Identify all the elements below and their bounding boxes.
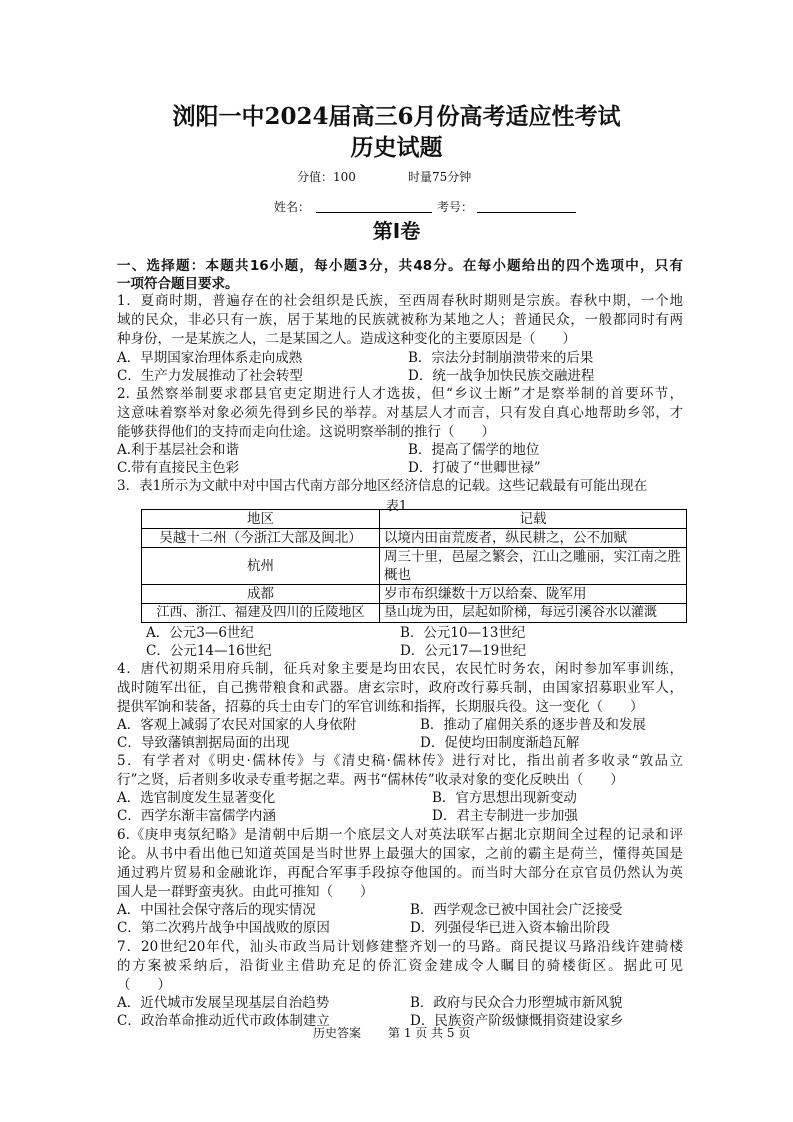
section-instruction: 一项符合题目要求。 <box>117 276 239 292</box>
question-7-text: 的方案被采纳后，沿街业主借助充足的侨汇资金建成令人瞩目的骑楼街区。据此可见 <box>117 958 683 974</box>
id-blank[interactable] <box>477 212 576 213</box>
question-1-option-B[interactable]: B．宗法分封制崩溃带来的后果 <box>408 350 594 366</box>
table-row <box>142 529 687 548</box>
question-4-text: 战时随军出征，自己携带粮食和武器。唐玄宗时，政府改行募兵制，由国家招募职业军人， <box>117 680 683 696</box>
question-2-option-C[interactable]: C.带有直接民主色彩 <box>117 460 240 476</box>
question-7-text: （ ） <box>117 977 171 993</box>
question-7-option-C[interactable]: C．政治革命推动近代市政体制建立 <box>117 1013 330 1029</box>
question-3-text: 3．表1所示为文献中对中国古代南方部分地区经济信息的记载。这些记载最有可能出现在 <box>117 478 648 494</box>
id-label: 考号： <box>437 200 474 214</box>
question-3-option-A[interactable]: A．公元3—6世纪 <box>146 625 254 641</box>
question-6-text: 通过鸦片贸易和金融讹诈，再配合军事手段掠夺他国的。而当时大部分在京官员仍然认为英 <box>117 865 683 881</box>
time-label: 时量75分钟 <box>408 170 472 184</box>
table-cell: 江西、浙江、福建及四川的丘陵地区 <box>142 604 380 623</box>
table-cell: 以境内田亩荒废者，纵民耕之，公不加赋 <box>380 529 687 548</box>
table-header-row <box>142 510 687 529</box>
table-caption: 表1 <box>385 499 408 514</box>
question-2-text: 这意味着察举对象必须先得到乡民的举荐。对基层人才而言，只有发自真心地帮助乡邻，才 <box>117 405 683 421</box>
question-4-text: 提供军饷和装备，招募的兵士由专门的军官训练和指挥，长期服兵役。这一变化（ ） <box>117 699 644 715</box>
question-2-option-A[interactable]: A.利于基层社会和谐 <box>117 442 240 458</box>
question-7-option-B[interactable]: B．政府与民众合力形塑城市新风貌 <box>410 995 623 1011</box>
question-2-text: 2. 虽然察举制要求郡县官吏定期进行人才选拔，但“乡议士断”才是察举制的首要环节， <box>117 386 683 402</box>
question-1-option-D[interactable]: D．统一战争加快民族交融进程 <box>408 368 595 384</box>
question-5-option-D[interactable]: D．君主专制进一步加强 <box>432 808 578 824</box>
table-cell: 周三十里，邑屋之繁会，江山之雕丽，实江南之胜概也 <box>380 548 687 585</box>
question-2-option-D[interactable]: D．打破了“世卿世禄” <box>408 460 541 476</box>
question-6-option-C[interactable]: C．第二次鸦片战争中国战败的原因 <box>117 920 330 936</box>
question-1-text: 种身份，一是某族之人，二是某国之人。造成这种变化的主要原因是（ ） <box>117 331 576 347</box>
question-7-option-A[interactable]: A．近代城市发展呈现基层自治趋势 <box>117 995 330 1011</box>
question-1-text: 域的民众，非必只有一族，居于某地的民族就被称为某地之人；普通民众，一般都同时有两 <box>117 312 683 328</box>
footer-label: 历史答案 <box>313 1026 362 1040</box>
question-2-text: 能够获得他们的支持而走向仕途。这说明察举制的推行（ ） <box>117 424 495 440</box>
name-label: 姓名： <box>274 200 311 214</box>
question-2-option-B[interactable]: B．提高了儒学的地位 <box>408 442 540 458</box>
volume-heading: 第Ⅰ卷 <box>372 219 421 243</box>
question-5-option-A[interactable]: A．选官制度发生显著变化 <box>117 790 276 806</box>
table-cell: 岁市布织缣数十万以给秦、陇军用 <box>380 585 687 604</box>
question-6-text: 国人是一群野蛮夷狄。由此可推知（ ） <box>117 884 374 900</box>
page-number: 第 1 页 共 5 页 <box>388 1026 471 1040</box>
table-row <box>142 604 687 623</box>
question-1-option-A[interactable]: A．早期国家治理体系走向成熟 <box>117 350 303 366</box>
data-table <box>141 509 687 623</box>
question-3-option-D[interactable]: D．公元17—19世纪 <box>400 643 527 659</box>
question-1-text: 1．夏商时期，普遍存在的社会组织是氏族，至西周春秋时期则是宗族。春秋中期，一个地 <box>117 293 683 309</box>
section-instruction: 一、选择题：本题共16小题，每小题3分，共48分。在每小题给出的四个选项中，只有 <box>117 258 683 274</box>
question-4-option-C[interactable]: C．导致藩镇割据局面的出现 <box>117 735 290 751</box>
question-6-option-B[interactable]: B．西学观念已被中国社会广泛接受 <box>410 902 623 918</box>
question-4-option-A[interactable]: A．客观上减弱了农民对国家的人身依附 <box>117 717 357 733</box>
question-5-option-C[interactable]: C．西学东渐丰富儒学内涵 <box>117 808 276 824</box>
table-header: 记载 <box>380 510 687 529</box>
question-6-text: 6.《庚申夷氛纪略》是清朝中后期一个底层文人对英法联军占据北京期间全过程的记录和评 <box>117 827 683 843</box>
question-6-option-D[interactable]: D．列强侵华已进入资本输出阶段 <box>410 920 610 936</box>
name-blank[interactable] <box>316 212 432 213</box>
table-cell: 吴越十二州（今浙江大部及闽北） <box>142 529 380 548</box>
exam-subtitle: 历史试题 <box>350 134 443 161</box>
question-3-option-B[interactable]: B．公元10—13世纪 <box>400 625 526 641</box>
table-cell: 垦山垅为田，层起如阶梯，每远引溪谷水以灌溉 <box>380 604 687 623</box>
question-5-text: 行”之贤，后者则多收录专重考据之辈。两书“儒林传”收录对象的变化反映出（ ） <box>117 772 624 788</box>
table-cell: 成都 <box>142 585 380 604</box>
score-label: 分值：100 <box>297 170 356 184</box>
question-5-text: 5．有学者对《明史·儒林传》与《清史稿·儒林传》进行对比，指出前者多收录“敦品立 <box>117 753 683 769</box>
question-1-option-C[interactable]: C．生产力发展推动了社会转型 <box>117 368 303 384</box>
question-5-option-B[interactable]: B．官方思想出现新变动 <box>432 790 577 806</box>
question-7-option-D[interactable]: D．民族资产阶级慷慨捐资建设家乡 <box>410 1013 624 1029</box>
question-4-option-B[interactable]: B．推动了雇佣关系的逐步普及和发展 <box>420 717 646 733</box>
table-row <box>142 585 687 604</box>
question-4-text: 4．唐代初期采用府兵制，征兵对象主要是均田农民，农民忙时务农，闲时参加军事训练， <box>117 661 683 677</box>
question-7-text: 7．20世纪20年代，汕头市政当局计划修建整齐划一的马路。商民提议马路沿线许建骑楼 <box>117 939 683 955</box>
question-3-option-C[interactable]: C．公元14—16世纪 <box>146 643 272 659</box>
question-4-option-D[interactable]: D．促使均田制度渐趋瓦解 <box>420 735 580 751</box>
table-cell: 杭州 <box>142 548 380 585</box>
question-6-text: 论。从书中看出他已知道英国是当时世界上最强大的国家，之前的霸主是荷兰，懂得英国是 <box>117 846 683 862</box>
table-header: 地区 <box>142 510 380 529</box>
table-row <box>142 548 687 585</box>
exam-title: 浏阳一中2024届高三6月份高考适应性考试 <box>172 103 621 130</box>
question-6-option-A[interactable]: A．中国社会保守落后的现实情况 <box>117 902 316 918</box>
